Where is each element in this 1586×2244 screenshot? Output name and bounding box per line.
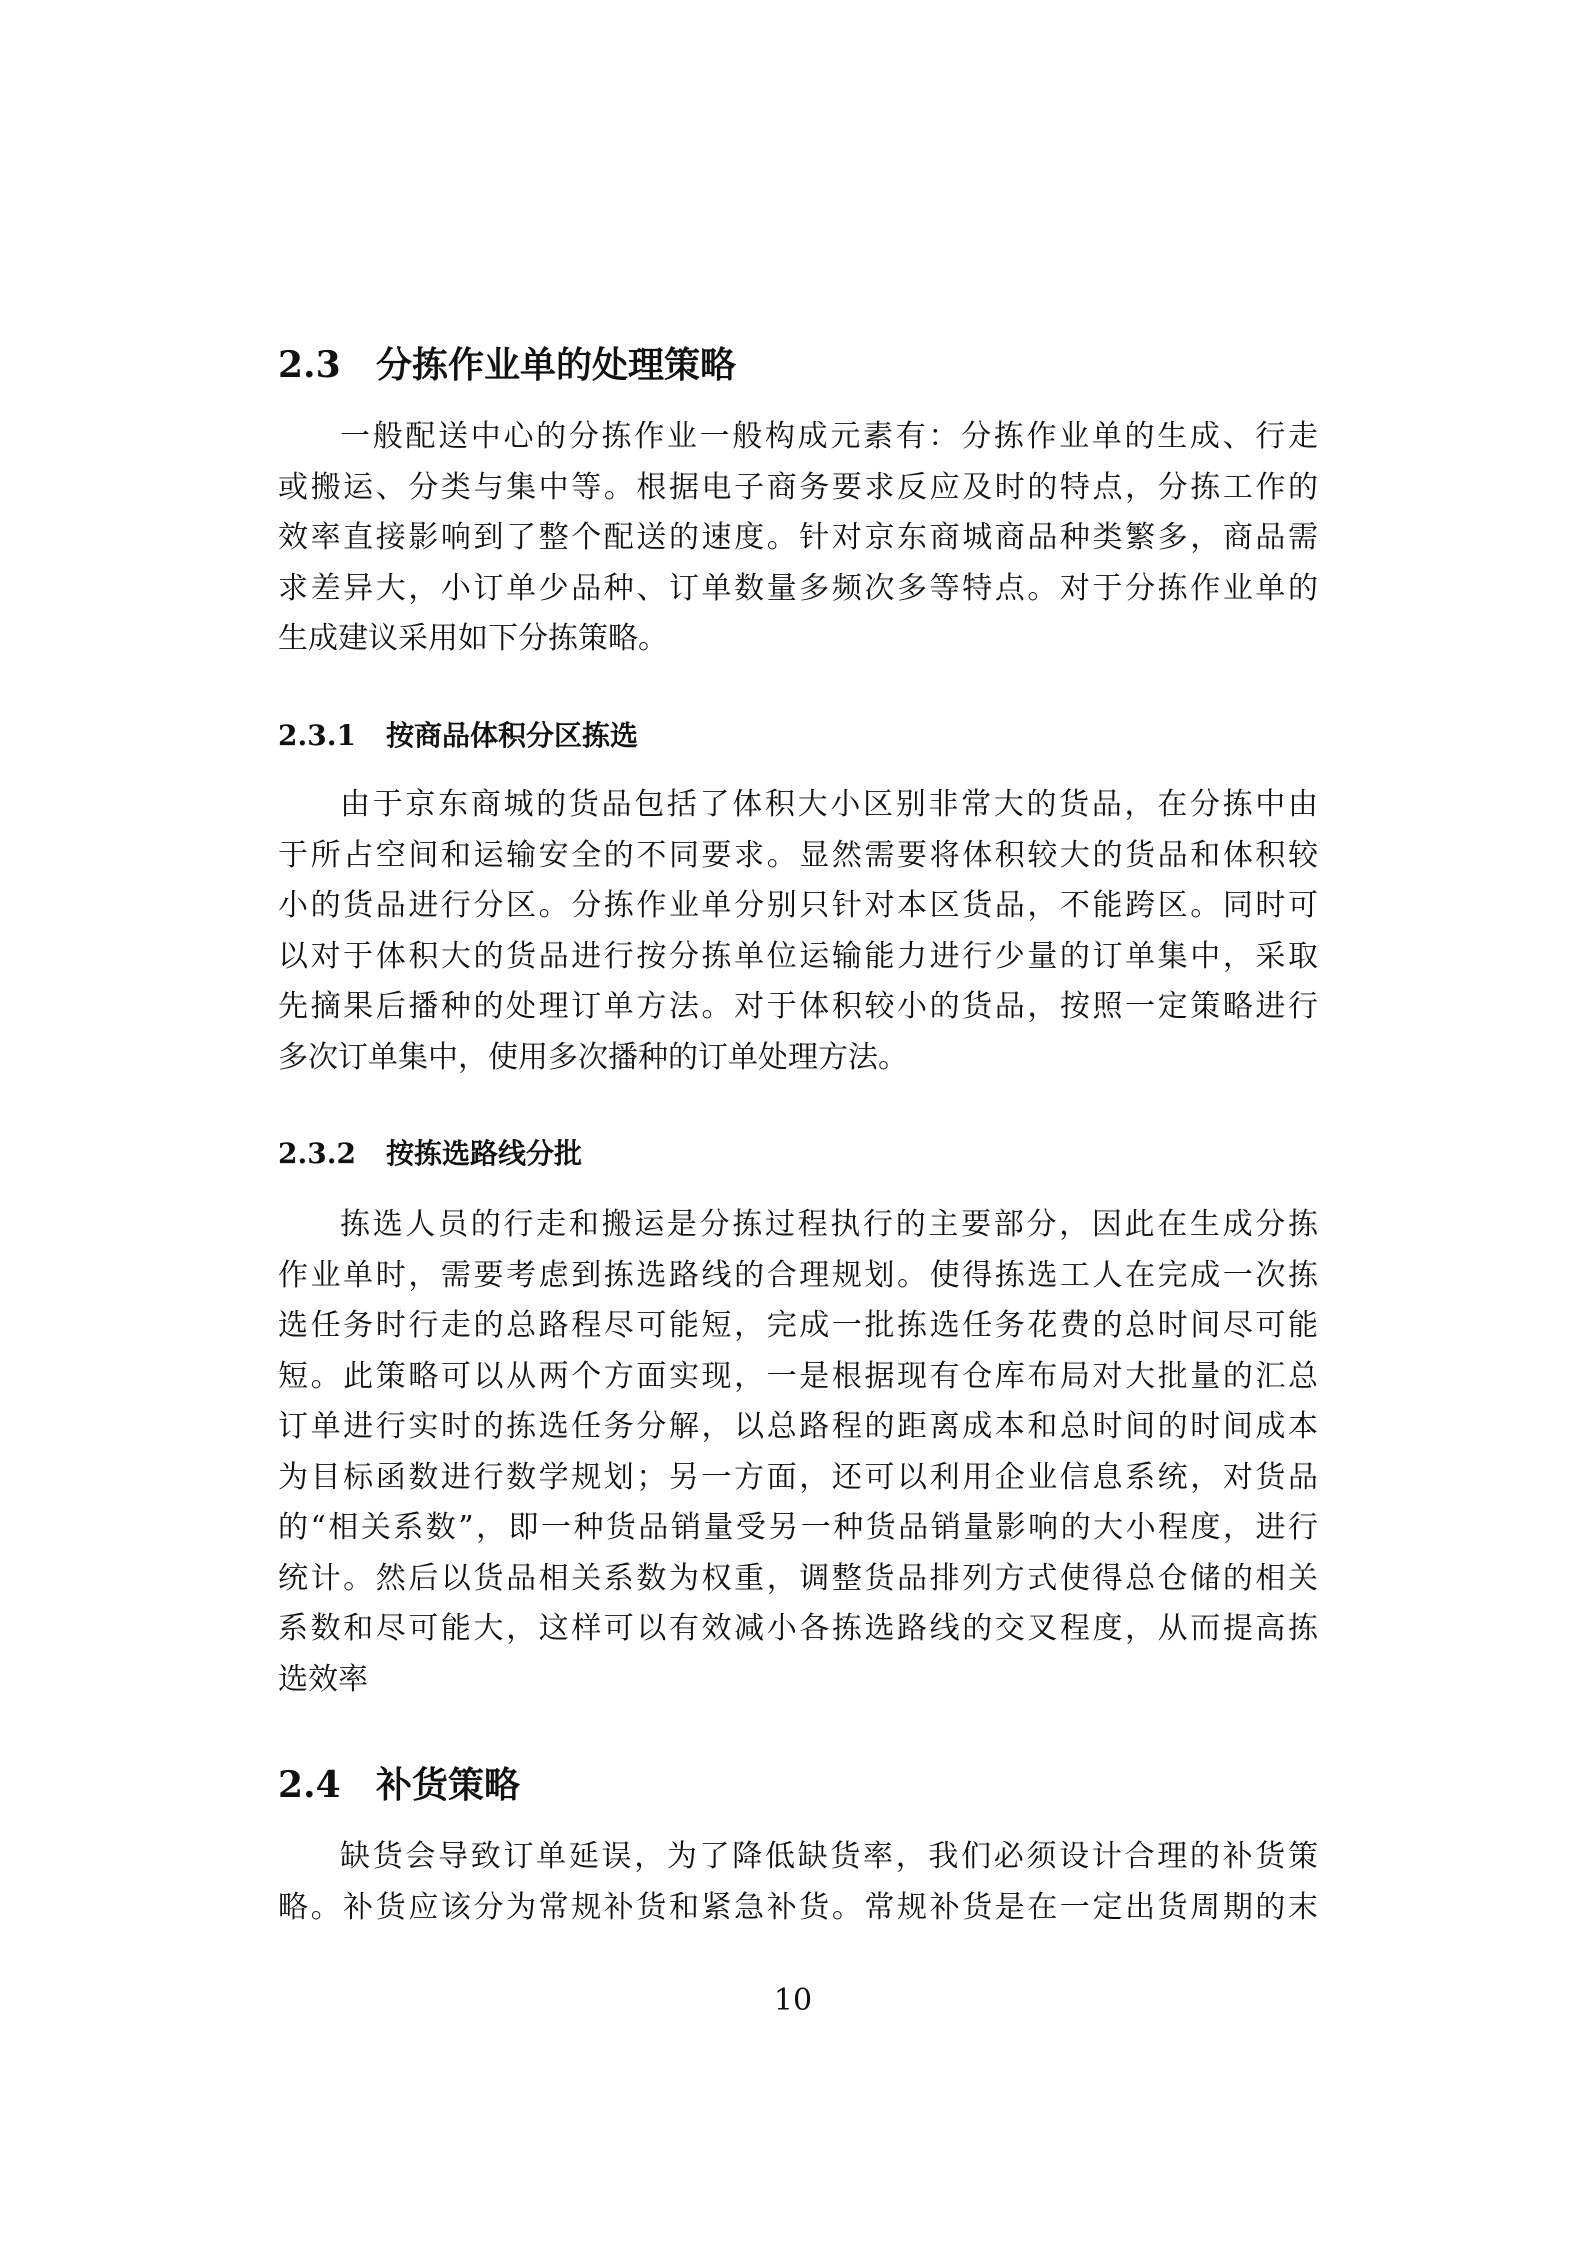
paragraph-line: 作业单时，需要考虑到拣选路线的合理规划。使得拣选工人在完成一次拣	[278, 1257, 1318, 1293]
paragraph-line: 由于京东商城的货品包括了体积大小区别非常大的货品，在分拣中由	[340, 787, 1318, 822]
paragraph-line: 求差异大，小订单少品种、订单数量多频次多等特点。对于分拣作业单的	[278, 570, 1318, 606]
paragraph	[278, 780, 1318, 1083]
section-number: 2.4	[278, 1764, 341, 1806]
paragraph-line: 为目标函数进行数学规划；另一方面，还可以利用企业信息系统，对货品	[278, 1459, 1318, 1495]
paragraph	[278, 1200, 1318, 1705]
paragraph-line: 略。补货应该分为常规补货和紧急补货。常规补货是在一定出货周期的末	[278, 1889, 1318, 1925]
paragraph	[278, 1832, 1318, 1933]
paragraph-line: 或搬运、分类与集中等。根据电子商务要求反应及时的特点，分拣工作的	[278, 469, 1318, 505]
paragraph-line: 多次订单集中，使用多次播种的订单处理方法。	[278, 1039, 908, 1075]
section-heading-2-3	[278, 340, 1318, 390]
paragraph-line: 先摘果后播种的处理订单方法。对于体积较小的货品，按照一定策略进行	[278, 989, 1318, 1024]
section-title: 分拣作业单的处理策略	[376, 344, 737, 386]
paragraph-line: 于所占空间和运输安全的不同要求。显然需要将体积较大的货品和体积较	[278, 837, 1318, 873]
section-number: 2.3	[278, 344, 341, 386]
paragraph-line: 订单进行实时的拣选任务分解，以总路程的距离成本和总时间的时间成本	[278, 1409, 1318, 1444]
paragraph-line: 短。此策略可以从两个方面实现，一是根据现有仓库布局对大批量的汇总	[278, 1358, 1318, 1394]
paragraph-line: 一般配送中心的分拣作业一般构成元素有：分拣作业单的生成、行走	[340, 419, 1318, 454]
page-number: 10	[773, 1983, 813, 2018]
section-heading-2-4	[278, 1760, 1318, 1810]
paragraph-line: 以对于体积大的货品进行按分拣单位运输能力进行少量的订单集中，采取	[278, 938, 1318, 974]
paragraph-line: 统计。然后以货品相关系数为权重，调整货品排列方式使得总仓储的相关	[278, 1560, 1318, 1596]
paragraph-line: 生成建议采用如下分拣策略。	[278, 621, 668, 656]
section-title: 补货策略	[376, 1764, 521, 1806]
paragraph-line: 选效率	[278, 1661, 368, 1697]
paragraph-line: 拣选人员的行走和搬运是分拣过程执行的主要部分，因此在生成分拣	[340, 1207, 1318, 1242]
section-title: 按拣选路线分批	[386, 1137, 583, 1170]
section-title: 按商品体积分区拣选	[386, 719, 639, 752]
paragraph	[278, 412, 1318, 665]
paragraph-line: 小的货品进行分区。分拣作业单分别只针对本区货品，不能跨区。同时可	[278, 888, 1318, 923]
paragraph-line: 缺货会导致订单延误，为了降低缺货率，我们必须设计合理的补货策	[340, 1839, 1318, 1874]
paragraph-line: 选任务时行走的总路程尽可能短，完成一批拣选任务花费的总时间尽可能	[278, 1308, 1318, 1343]
section-heading-2-3-1	[278, 711, 1318, 761]
paragraph-line: 系数和尽可能大，这样可以有效减小各拣选路线的交叉程度，从而提高拣	[278, 1611, 1318, 1646]
section-number: 2.3.1	[278, 719, 356, 752]
section-heading-2-3-2	[278, 1129, 1318, 1179]
paragraph-line: 效率直接影响到了整个配送的速度。针对京东商城商品种类繁多，商品需	[278, 520, 1318, 555]
paragraph-line: 的“相关系数”，即一种货品销量受另一种货品销量影响的大小程度，进行	[278, 1510, 1318, 1545]
section-number: 2.3.2	[278, 1137, 356, 1170]
